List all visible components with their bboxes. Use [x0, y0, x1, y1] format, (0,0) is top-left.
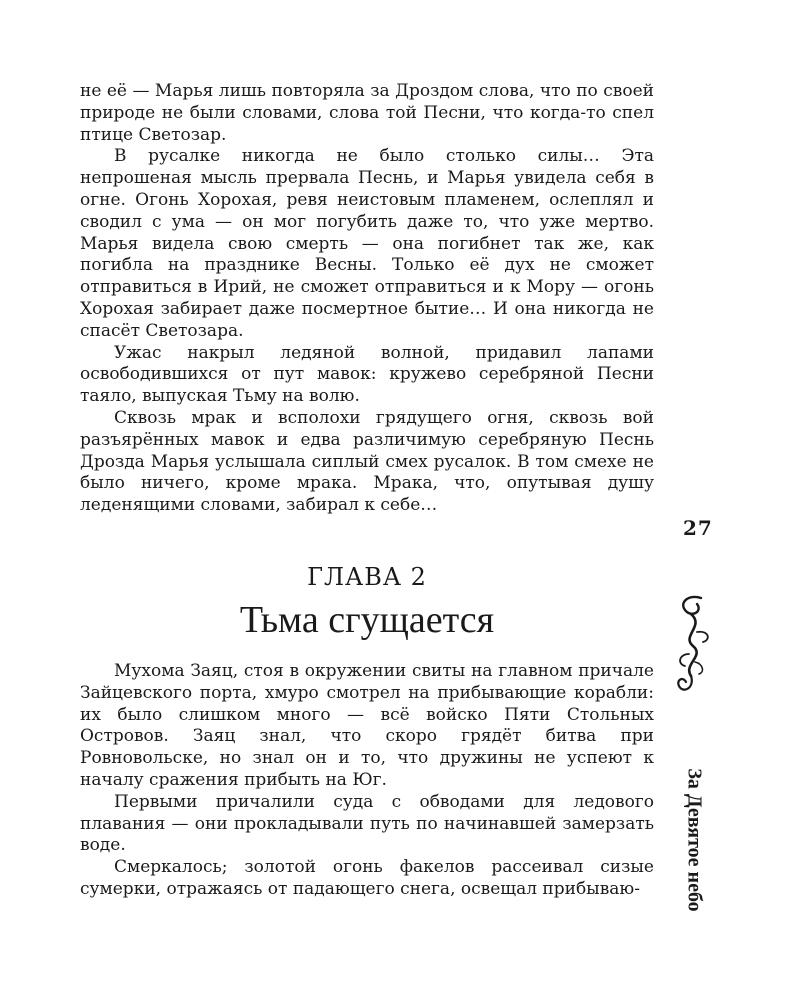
paragraph: Смеркалось; золотой огонь факелов рассеивал сизые сумерки, отражаясь от падающего снега, освещал прибываю-: [80, 857, 654, 899]
body-text-top: [80, 81, 654, 517]
body-text-bottom: [80, 661, 654, 901]
flourish-ornament-icon: [671, 592, 717, 696]
chapter-label: ГЛАВА 2: [307, 563, 427, 591]
paragraph-continued: не её — Марья лишь повторяла за Дроздом слова, что по своей природе не были словами, слова той Песни, что когда-то спел птице Светозар.: [80, 81, 654, 145]
paragraph: Ужас накрыл ледяной волной, придавил лапами освободившихся от пут мавок: кружево серебряной Песни таяло, выпуская Тьму на волю.: [80, 342, 654, 407]
running-title: За Девятое небо: [683, 768, 706, 912]
paragraph: Сквозь мрак и всполохи грядущего огня, сквозь вой разъярённых мавок и едва различимую серебряную Песнь Дрозда Марья услышала сиплый смех русалок. В том смехе не было ничего, кроме мрака. Мрака, что, опутывая душу леденящими словами, забирал к себе…: [80, 407, 654, 516]
paragraph: Мухома Заяц, стоя в окружении свиты на главном причале Зайцевского порта, хмуро смотрел на прибывающие корабли: их было слишком много — всё войско Пяти Стольных Островов. Заяц знал, что скоро грядёт битва при Ровновольске, но знал он и то, что дружины не успеют к началу сражения прибыть на Юг.: [80, 661, 654, 790]
chapter-title: Тьма сгущается: [239, 599, 495, 641]
paragraph: Первыми причалили суда с обводами для ледового плавания — они прокладывали путь по начинавшей замерзать воде.: [80, 791, 654, 856]
page-number: 27: [683, 516, 713, 540]
paragraph: В русалке никогда не было столько силы… Эта непрошеная мысль прервала Песнь, и Марья увидела себя в огне. Огонь Хорохая, ревя неистовым пламенем, ослеплял и сводил с ума — он мог погубить даже то, что уже мертво. Марья видела свою смерть — она погибнет так же, как погибла на празднике Весны. Только её дух не сможет отправиться в Ирий, не сможет отправиться и к Мору — огонь Хорохая забирает даже посмертное бытие… И она никогда не спасёт Светозара.: [80, 146, 654, 341]
